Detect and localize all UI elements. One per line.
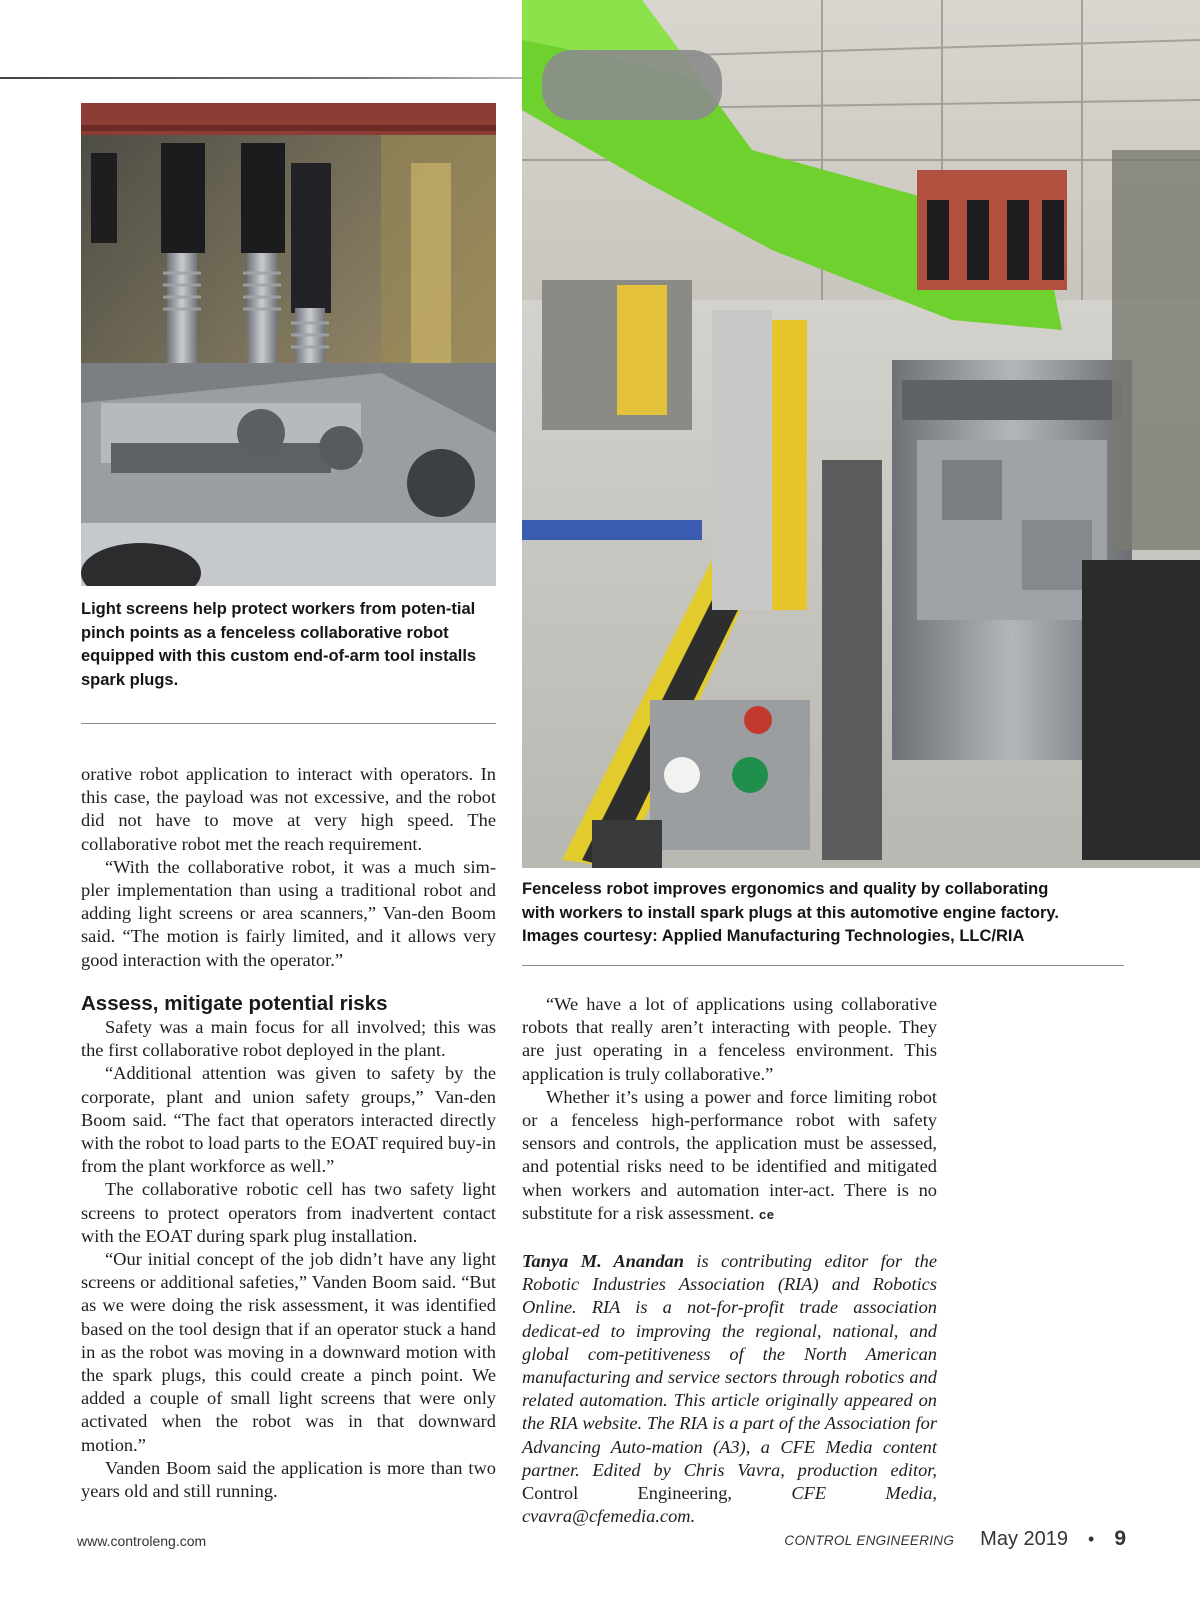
body-paragraph: orative robot application to interact with operators. In this case, the payload was not excessive, and the robot did not have to move at very high speed. The collaborative robot met the reach requirement. bbox=[81, 764, 496, 854]
closing-paragraph-text: Whether it’s using a power and force limiting robot or a fenceless high-performance robot with safety sensors and controls, the application must be assessed, and potential risks need to be identified and mitigated when workers and automation inter-act. There is no substitute for a risk assessment. bbox=[522, 1086, 937, 1223]
left-caption-divider bbox=[81, 723, 496, 724]
right-caption-line-2: with workers to install spark plugs at this automotive engine factory. bbox=[522, 903, 1059, 922]
footer-bullet: • bbox=[1088, 1529, 1095, 1549]
author-name: Tanya M. Anandan bbox=[522, 1251, 684, 1271]
page-number: 9 bbox=[1114, 1527, 1126, 1550]
bio-text-end: , CFE Media, cvavra@cfemedia.com. bbox=[522, 1483, 937, 1527]
body-paragraph: “With the collaborative robot, it was a much sim-pler implementation than using a traditional robot and adding light screens or area scanners,” Van-den Boom said. “The motion is fairly limited, and it allows very good interaction with the operator.” bbox=[81, 856, 496, 970]
body-paragraph: Vanden Boom said the application is more than two years old and still running. bbox=[81, 1457, 496, 1502]
body-paragraph: “Our initial concept of the job didn’t have any light screens or additional safeties,” Vanden Boom said. “But as we were doing the risk assessment, it was identified based on the tool design that if an operator stuck a hand in as the robot was moving in a downward motion with the spark plugs, this could create a pinch point. We added a couple of small light screens that were only activated when the robot was in that downward motion.” bbox=[81, 1249, 496, 1455]
end-of-article-mark: ce bbox=[759, 1206, 775, 1222]
spark-plug-end-of-arm-tool-photo bbox=[81, 103, 496, 586]
body-paragraph: “Additional attention was given to safety by the corporate, plant and union safety groups,” Van-den Boom said. “The fact that operators interacted directly with the robot to load parts to the EOAT required buy-in from the plant workforce as well.” bbox=[81, 1063, 496, 1177]
right-photo-caption bbox=[522, 878, 1132, 949]
bio-publication: Control Engineering bbox=[522, 1483, 728, 1504]
body-paragraph: Safety was a main focus for all involved; this was the first collaborative robot deployed in the plant. bbox=[81, 1017, 496, 1061]
footer-website: www.controleng.com bbox=[77, 1533, 207, 1549]
right-column bbox=[522, 993, 937, 1226]
right-caption-line-3: Images courtesy: Applied Manufacturing Technologies, LLC/RIA bbox=[522, 927, 1025, 945]
body-paragraph: “We have a lot of applications using collaborative robots that really aren’t interacting with people. They are just operating in a fenceless environment. This application is truly collaborative.” bbox=[522, 994, 937, 1084]
right-caption-divider bbox=[522, 965, 1124, 966]
left-photo-caption: Light screens help protect workers from poten-tial pinch points as a fenceless collaborative robot equipped with this custom end-of-arm tool installs spark plugs. bbox=[81, 600, 477, 689]
risk-section bbox=[81, 992, 496, 1503]
bio-text: is contributing editor for the Robotic Industries Association (RIA) and Robotics Online. RIA is a not-for-profit trade association dedicat-ed to improving the regional, national, and global com-petitiveness of the North American manufacturing and service sectors through robotics and related automation. This article originally appeared on the RIA website. The RIA is a part of the Association for Advancing Auto-mation (A3), a CFE Media content partner. Edited by Chris Vavra, production editor, bbox=[522, 1251, 937, 1480]
footer-issue-date: May 2019 bbox=[980, 1528, 1068, 1550]
top-rule bbox=[0, 77, 525, 79]
section-heading: Assess, mitigate potential risks bbox=[81, 992, 388, 1015]
right-caption-line-1: Fenceless robot improves ergonomics and quality by collaborating bbox=[522, 880, 1049, 898]
footer-folio bbox=[784, 1527, 1126, 1551]
author-bio bbox=[522, 1250, 937, 1528]
body-paragraph bbox=[522, 1086, 937, 1226]
fenceless-robot-engine-line-photo bbox=[522, 0, 1200, 868]
body-paragraph: The collaborative robotic cell has two safety light screens to protect operators from inadvertent contact with the EOAT during spark plug installation. bbox=[81, 1179, 496, 1246]
footer-magazine-name: CONTROL ENGINEERING bbox=[784, 1533, 955, 1548]
left-column-continuation bbox=[81, 763, 496, 972]
